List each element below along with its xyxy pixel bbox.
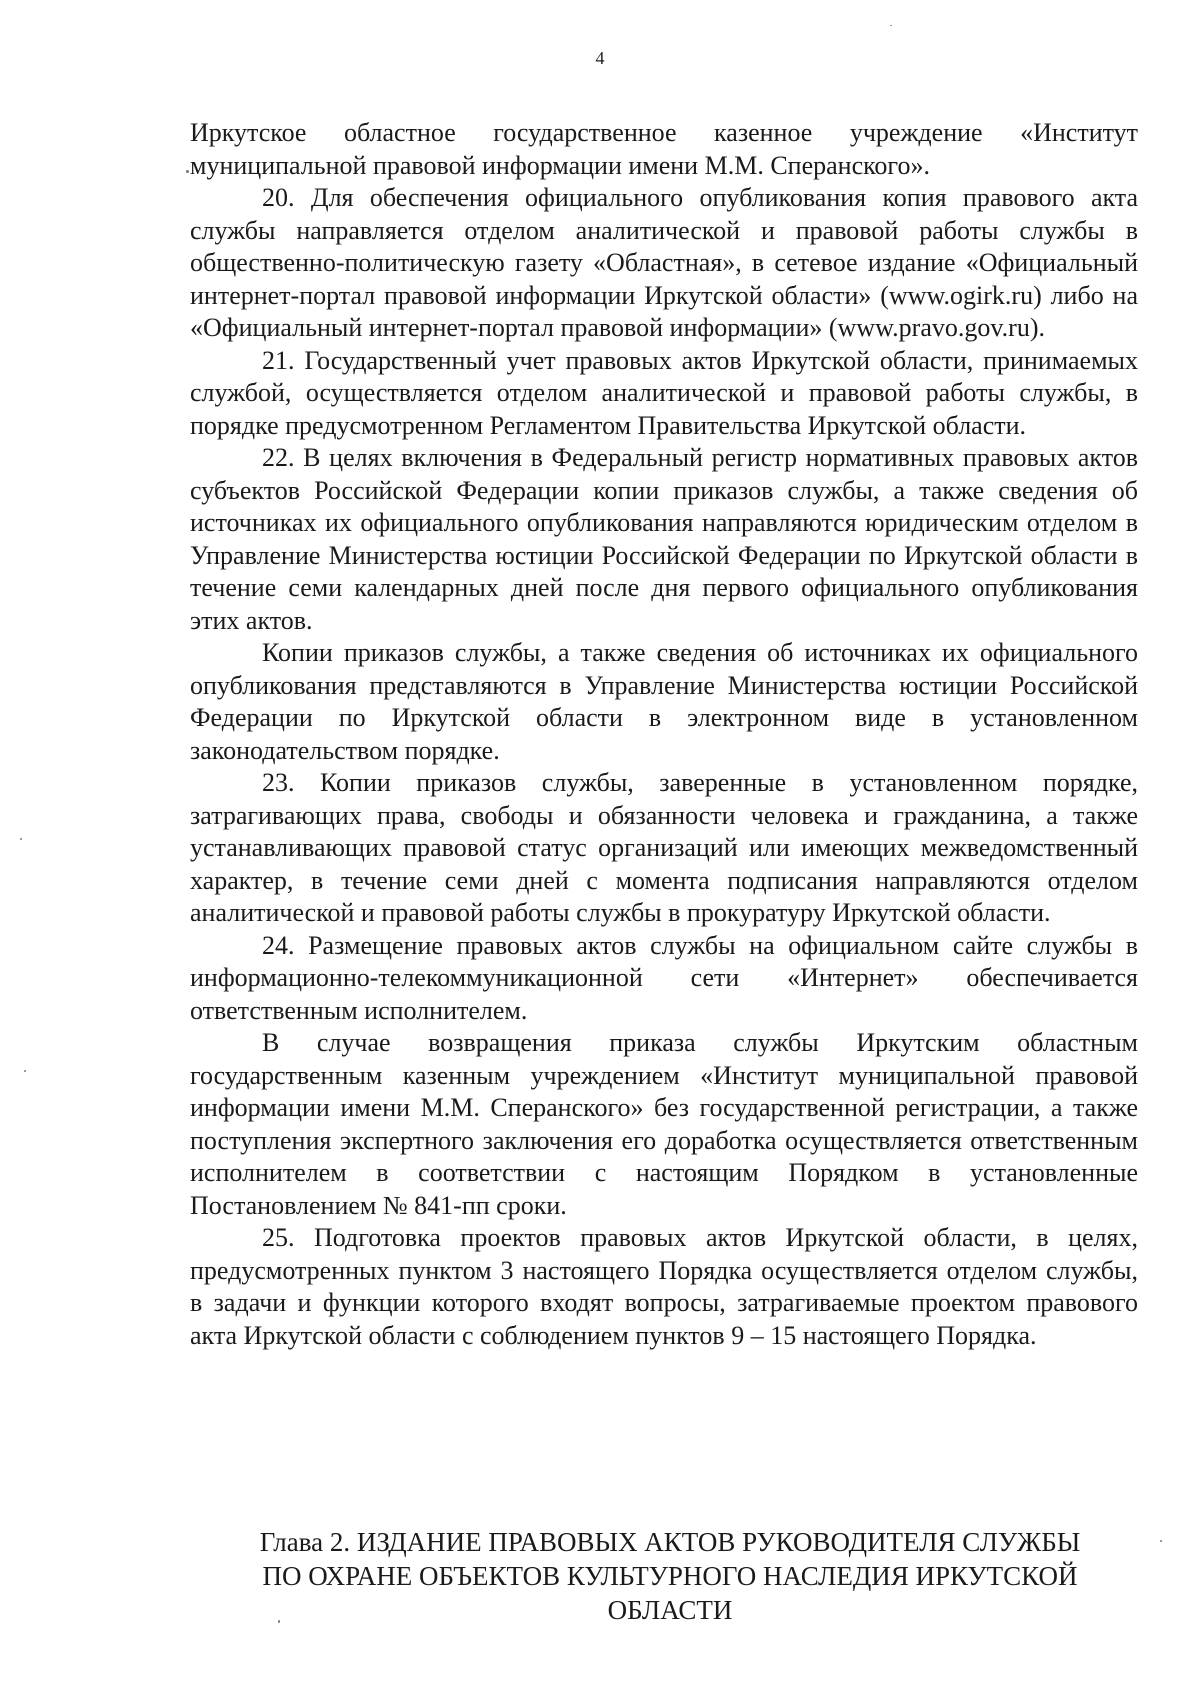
chapter-heading-line-3: ОБЛАСТИ	[607, 1595, 733, 1625]
paragraph-item-22-copies: Копии приказов службы, а также сведения об источниках их официального опубликования представляются в Управление Министерства юстиции Российской Федерации по Иркутской области в электронном виде в установленном законодательством порядке.	[190, 638, 1138, 765]
scan-speck	[1160, 1540, 1162, 1542]
document-body	[190, 117, 1138, 1352]
paragraph-item-23: 23. Копии приказов службы, заверенные в установленном порядке, затрагивающих права, свободы и обязанности человека и гражданина, а также устанавливающих правовой статус организаций или имеющих межведомственный характер, в течение семи дней с момента подписания направляются отделом аналитической и правовой работы службы в прокуратуру Иркутской области.	[190, 768, 1138, 927]
chapter-heading-line-1: Глава 2. ИЗДАНИЕ ПРАВОВЫХ АКТОВ РУКОВОДИТЕЛЯ СЛУЖБЫ	[259, 1527, 1081, 1557]
scan-speck	[890, 25, 892, 26]
paragraph-item-25: 25. Подготовка проектов правовых актов Иркутской области, в целях, предусмотренных пунктом 3 настоящего Порядка осуществляется отделом службы, в задачи и функции которого входят вопросы, затрагиваемые проектом правового акта Иркутской области с соблюдением пунктов 9 – 15 настоящего Порядка.	[190, 1223, 1138, 1350]
scan-speck	[186, 170, 189, 173]
paragraph-item-21: 21. Государственный учет правовых актов Иркутской области, принимаемых службой, осуществляется отделом аналитической и правовой работы службы, в порядке предусмотренном Регламентом Правительства Иркутской области.	[190, 345, 1138, 440]
scan-speck	[24, 1070, 26, 1072]
paragraph-continuation: Иркутское областное государственное казенное учреждение «Институт муниципальной правовой информации имени М.М. Сперанского».	[190, 118, 1138, 180]
scan-speck	[20, 838, 22, 840]
chapter-heading-line-2: ПО ОХРАНЕ ОБЪЕКТОВ КУЛЬТУРНОГО НАСЛЕДИЯ ИРКУТСКОЙ	[262, 1561, 1078, 1591]
paragraph-item-20: 20. Для обеспечения официального опубликования копия правового акта службы направляется отделом аналитической и правовой работы службы в общественно-политическую газету «Областная», в сетевое издание «Официальный интернет-портал правовой информации Иркутской области» (www.ogirk.ru) либо на «Официальный интернет-портал правовой информации» (www.pravo.gov.ru).	[190, 183, 1138, 342]
chapter-heading	[190, 1525, 1150, 1627]
page-number: 4	[595, 48, 605, 68]
paragraph-item-24: 24. Размещение правовых актов службы на официальном сайте службы в информационно-телекоммуникационной сети «Интернет» обеспечивается ответственным исполнителем.	[190, 930, 1138, 1025]
paragraph-item-24-return: В случае возвращения приказа службы Иркутским областным государственным казенным учреждением «Институт муниципальной правовой информации имени М.М. Сперанского» без государственной регистрации, а также поступления экспертного заключения его доработка осуществляется ответственным исполнителем в соответствии с настоящим Порядком в установленные Постановлением № 841-пп сроки.	[190, 1028, 1138, 1220]
scan-speck	[278, 1620, 280, 1623]
paragraph-item-22: 22. В целях включения в Федеральный регистр нормативных правовых актов субъектов Российской Федерации копии приказов службы, а также сведения об источниках их официального опубликования направляются юридическим отделом в Управление Министерства юстиции Российской Федерации по Иркутской области в течение семи календарных дней после дня первого официального опубликования этих актов.	[190, 443, 1138, 635]
